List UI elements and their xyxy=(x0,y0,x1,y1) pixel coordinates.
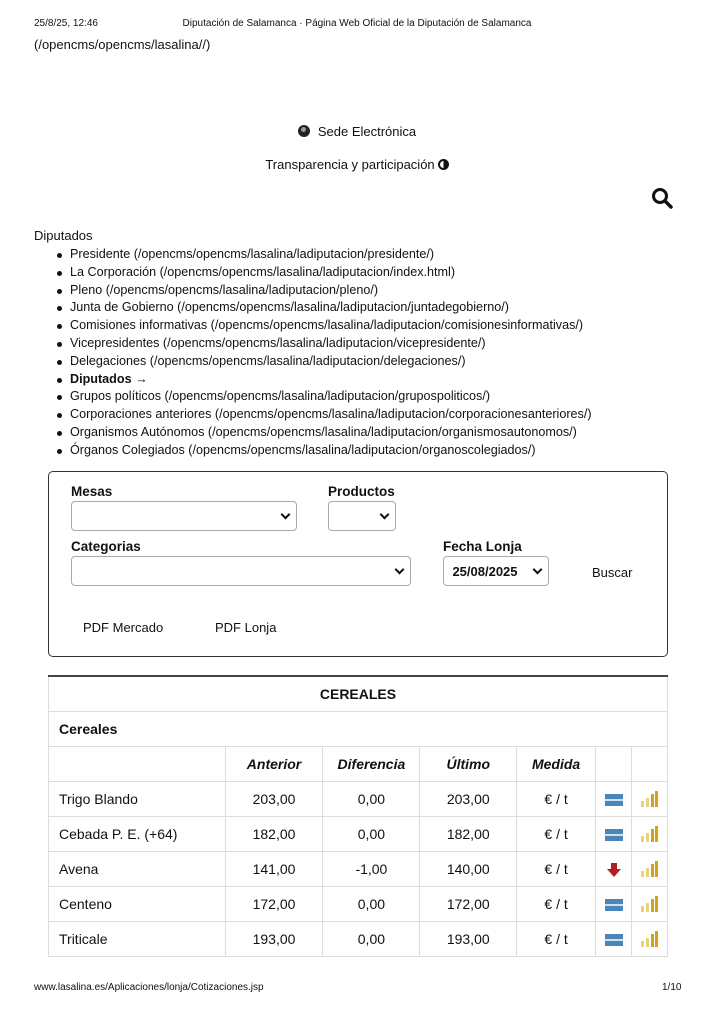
pdf-mercado-link[interactable]: PDF Mercado xyxy=(83,620,164,635)
history-chart-cell[interactable] xyxy=(631,921,667,956)
bar-chart-icon[interactable] xyxy=(640,896,658,912)
nav-item-presidente[interactable]: Presidente (/opencms/opencms/lasalina/ladiputacion/presidente/) xyxy=(70,246,592,264)
medida-value: € / t xyxy=(517,921,596,956)
equal-trend-icon xyxy=(605,898,623,912)
anterior-value: 141,00 xyxy=(225,851,323,886)
print-page-title: Diputación de Salamanca · Página Web Oficial de la Diputación de Salamanca xyxy=(182,18,532,29)
print-datetime: 25/8/25, 12:46 xyxy=(34,18,98,29)
nav-item-pleno[interactable]: Pleno (/opencms/opencms/lasalina/ladiputacion/pleno/) xyxy=(70,282,592,300)
equal-trend-icon xyxy=(605,828,623,842)
transparencia-link[interactable] xyxy=(0,157,714,172)
equal-trend-icon xyxy=(605,793,623,807)
product-name: Cebada P. E. (+64) xyxy=(49,816,226,851)
table-title: CEREALES xyxy=(49,676,668,711)
medida-value: € / t xyxy=(517,851,596,886)
anterior-value: 172,00 xyxy=(225,886,323,921)
ultimo-value: 193,00 xyxy=(420,921,517,956)
buscar-button[interactable]: Buscar xyxy=(592,565,633,580)
product-name: Avena xyxy=(49,851,226,886)
print-page-number: 1/10 xyxy=(662,982,682,993)
medida-value: € / t xyxy=(517,781,596,816)
table-title-row xyxy=(49,676,668,711)
nav-item-grupos-politicos[interactable]: Grupos políticos (/opencms/opencms/lasalina/ladiputacion/grupospoliticos/) xyxy=(70,388,592,406)
chevron-down-icon xyxy=(533,565,543,575)
header-blank xyxy=(596,746,632,781)
contrast-icon xyxy=(438,159,449,170)
nav-item-diputados[interactable]: Diputados → xyxy=(70,371,592,389)
trend-cell xyxy=(596,921,632,956)
header-blank xyxy=(631,746,667,781)
bar-chart-icon[interactable] xyxy=(640,931,658,947)
bar-chart-icon[interactable] xyxy=(640,861,658,877)
diferencia-value: -1,00 xyxy=(323,851,420,886)
mesas-select[interactable] xyxy=(71,501,297,531)
nav-item-corporaciones-anteriores[interactable]: Corporaciones anteriores (/opencms/opencms/lasalina/ladiputacion/corporacionesanteriores/) xyxy=(70,406,592,424)
header-ultimo: Último xyxy=(420,746,517,781)
trend-cell xyxy=(596,781,632,816)
chevron-down-icon xyxy=(281,510,291,520)
ultimo-value: 172,00 xyxy=(420,886,517,921)
anterior-value: 193,00 xyxy=(225,921,323,956)
equal-trend-icon xyxy=(605,933,623,947)
pdf-lonja-link[interactable]: PDF Lonja xyxy=(215,620,277,635)
categorias-select[interactable] xyxy=(71,556,411,586)
diferencia-value: 0,00 xyxy=(323,921,420,956)
table-header-row xyxy=(49,746,668,781)
product-name: Trigo Blando xyxy=(49,781,226,816)
table-row xyxy=(49,851,668,886)
nav-item-vicepresidentes[interactable]: Vicepresidentes (/opencms/opencms/lasalina/ladiputacion/vicepresidente/) xyxy=(70,335,592,353)
table-subtitle: Cereales xyxy=(49,711,668,746)
nav-item-organismos-autonomos[interactable]: Organismos Autónomos (/opencms/opencms/lasalina/ladiputacion/organismosautonomos/) xyxy=(70,424,592,442)
trend-cell xyxy=(596,816,632,851)
nav-item-organos-colegiados[interactable]: Órganos Colegiados (/opencms/opencms/lasalina/ladiputacion/organoscolegiados/) xyxy=(70,442,592,460)
ultimo-value: 203,00 xyxy=(420,781,517,816)
fecha-lonja-label: Fecha Lonja xyxy=(443,539,522,554)
price-table xyxy=(48,675,668,957)
nav-item-comisiones[interactable]: Comisiones informativas (/opencms/opencms/lasalina/ladiputacion/comisionesinformativas/) xyxy=(70,317,592,335)
nav-item-delegaciones[interactable]: Delegaciones (/opencms/opencms/lasalina/ladiputacion/delegaciones/) xyxy=(70,353,592,371)
bar-chart-icon[interactable] xyxy=(640,791,658,807)
ultimo-value: 140,00 xyxy=(420,851,517,886)
history-chart-cell[interactable] xyxy=(631,781,667,816)
home-link[interactable]: (/opencms/opencms/lasalina//) xyxy=(34,37,211,52)
table-row xyxy=(49,921,668,956)
fecha-lonja-select[interactable] xyxy=(443,556,549,586)
header-blank xyxy=(49,746,226,781)
diferencia-value: 0,00 xyxy=(323,781,420,816)
anterior-value: 203,00 xyxy=(225,781,323,816)
header-diferencia: Diferencia xyxy=(323,746,420,781)
trend-cell xyxy=(596,886,632,921)
chevron-down-icon xyxy=(395,565,405,575)
table-row xyxy=(49,816,668,851)
categorias-label: Categorias xyxy=(71,539,141,554)
medida-value: € / t xyxy=(517,816,596,851)
bar-chart-icon[interactable] xyxy=(640,826,658,842)
fecha-lonja-value: 25/08/2025 xyxy=(452,564,518,579)
sede-label: Sede Electrónica xyxy=(317,124,417,139)
table-subtitle-row xyxy=(49,711,668,746)
history-chart-cell[interactable] xyxy=(631,851,667,886)
nav-heading: Diputados xyxy=(34,228,93,243)
table-row xyxy=(49,886,668,921)
chevron-down-icon xyxy=(380,510,390,520)
ultimo-value: 182,00 xyxy=(420,816,517,851)
medida-value: € / t xyxy=(517,886,596,921)
globe-icon xyxy=(298,125,310,137)
transparencia-label: Transparencia y participación xyxy=(265,157,435,172)
product-name: Centeno xyxy=(49,886,226,921)
diferencia-value: 0,00 xyxy=(323,886,420,921)
header-anterior: Anterior xyxy=(225,746,323,781)
nav-list xyxy=(70,246,592,460)
productos-select[interactable] xyxy=(328,501,396,531)
history-chart-cell[interactable] xyxy=(631,886,667,921)
header-medida: Medida xyxy=(517,746,596,781)
product-name: Triticale xyxy=(49,921,226,956)
anterior-value: 182,00 xyxy=(225,816,323,851)
arrow-down-icon xyxy=(605,863,623,877)
trend-cell xyxy=(596,851,632,886)
print-footer-url: www.lasalina.es/Aplicaciones/lonja/Cotizaciones.jsp xyxy=(34,982,264,993)
history-chart-cell[interactable] xyxy=(631,816,667,851)
mesas-label: Mesas xyxy=(71,484,113,499)
diferencia-value: 0,00 xyxy=(323,816,420,851)
table-row xyxy=(49,781,668,816)
search-icon[interactable] xyxy=(651,187,673,209)
nav-item-corporacion[interactable]: La Corporación (/opencms/opencms/lasalina/ladiputacion/index.html) xyxy=(70,264,592,282)
sede-electronica-link[interactable] xyxy=(0,124,714,139)
nav-item-junta-gobierno[interactable]: Junta de Gobierno (/opencms/opencms/lasalina/ladiputacion/juntadegobierno/) xyxy=(70,299,592,317)
productos-label: Productos xyxy=(328,484,395,499)
